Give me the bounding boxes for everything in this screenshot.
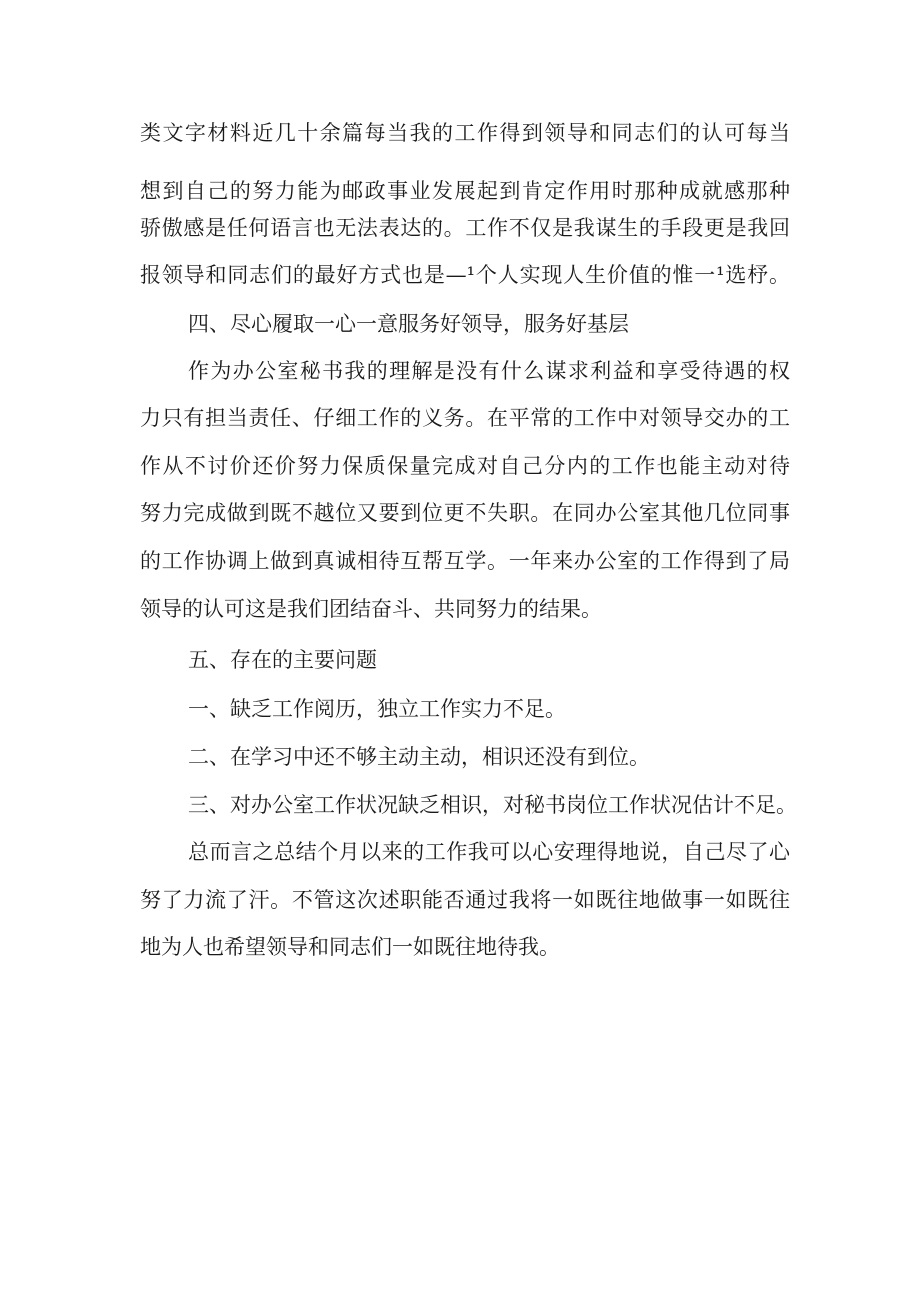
list-item: 三、对办公室工作状况缺乏相识，对秘书岗位工作状况估计不足。: [188, 793, 797, 817]
paragraph-line: 努力完成做到既不越位又要到位更不失职。在同办公室其他几位同事: [140, 501, 790, 525]
section-heading: 五、存在的主要问题: [188, 648, 377, 672]
paragraph-line: 努了力流了汗。不管这次述职能否通过我将一如既往地做事一如既往: [140, 888, 790, 912]
paragraph-line: 骄傲感是任何语言也无法表达的。工作不仅是我谋生的手段更是我回: [140, 216, 790, 240]
paragraph-line: 领导的认可这是我们团结奋斗、共同努力的结果。: [140, 597, 602, 621]
paragraph-line: 作为办公室秘书我的理解是没有什么谋求利益和享受待遇的权: [188, 359, 790, 383]
list-item: 二、在学习中还不够主动主动，相识还没有到位。: [188, 745, 650, 769]
paragraph-line: 地为人也希望领导和同志们一如既往地待我。: [140, 935, 560, 959]
paragraph-line: 总而言之总结个月以来的工作我可以心安理得地说，自己尽了心: [188, 840, 790, 864]
paragraph-line: 的工作协调上做到真诚相待互帮互学。一年来办公室的工作得到了局: [140, 549, 790, 573]
paragraph-line: 力只有担当责任、仔细工作的义务。在平常的工作中对领导交办的工: [140, 406, 790, 430]
list-item: 一、缺乏工作阅历，独立工作实力不足。: [188, 697, 566, 721]
paragraph-line: 报领导和同志们的最好方式也是—¹个人实现人生价值的惟一¹选杼。: [140, 263, 790, 287]
paragraph-line: 想到自己的努力能为邮政事业发展起到肯定作用时那种成就感那种: [140, 179, 790, 203]
paragraph-line: 作从不讨价还价努力保质保量完成对自己分内的工作也能主动对待: [140, 454, 790, 478]
paragraph-line: 类文字材料近几十余篇每当我的工作得到领导和同志们的认可每当: [140, 121, 790, 145]
section-heading: 四、尽心履取一心一意服务好领导，服务好基层: [188, 312, 629, 336]
